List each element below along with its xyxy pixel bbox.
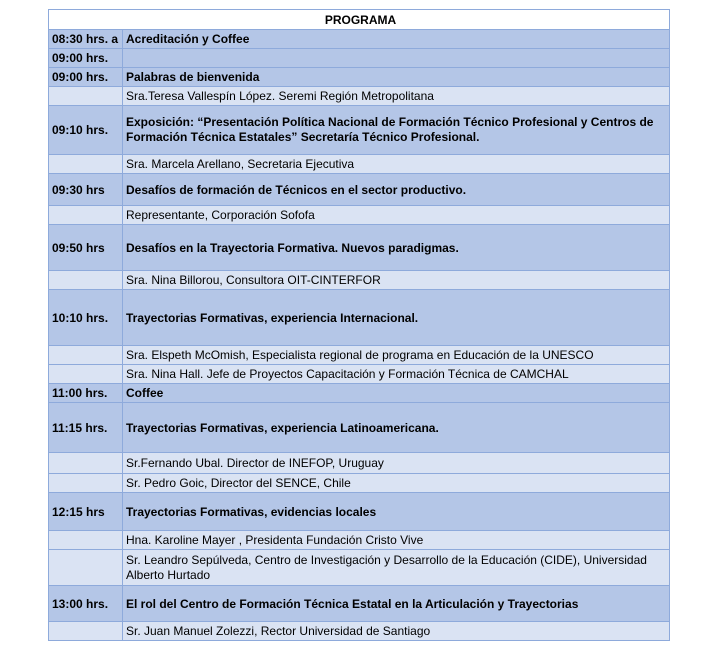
time-cell [49, 271, 123, 290]
table-row [49, 493, 670, 531]
table-row [49, 474, 670, 493]
time-cell: 09:00 hrs. [49, 68, 123, 87]
table-row [49, 453, 670, 474]
time-cell: 09:10 hrs. [49, 106, 123, 155]
speaker-cell: Sr. Pedro Goic, Director del SENCE, Chile [123, 474, 670, 493]
time-cell [49, 365, 123, 384]
activity-cell: Palabras de bienvenida [123, 68, 670, 87]
time-cell [49, 474, 123, 493]
time-cell: 11:00 hrs. [49, 384, 123, 403]
table-row [49, 346, 670, 365]
table-row [49, 586, 670, 622]
time-cell [49, 550, 123, 586]
time-cell: 12:15 hrs [49, 493, 123, 531]
table-row [49, 290, 670, 346]
table-row [49, 49, 670, 68]
table-row [49, 106, 670, 155]
time-cell: 09:30 hrs [49, 174, 123, 206]
time-cell [49, 206, 123, 225]
table-row [49, 531, 670, 550]
activity-cell: Trayectorias Formativas, experiencia Latinoamericana. [123, 403, 670, 453]
activity-cell: El rol del Centro de Formación Técnica Estatal en la Articulación y Trayectorias [123, 586, 670, 622]
time-cell: 10:10 hrs. [49, 290, 123, 346]
time-cell: 13:00 hrs. [49, 586, 123, 622]
table-row [49, 206, 670, 225]
table-row [49, 174, 670, 206]
table-row [49, 622, 670, 641]
speaker-cell: Hna. Karoline Mayer , Presidenta Fundación Cristo Vive [123, 531, 670, 550]
table-row [49, 384, 670, 403]
time-cell: 11:15 hrs. [49, 403, 123, 453]
time-cell [49, 346, 123, 365]
time-cell [49, 622, 123, 641]
programa-table [48, 9, 670, 641]
speaker-cell: Sr.Fernando Ubal. Director de INEFOP, Uruguay [123, 453, 670, 474]
table-row [49, 271, 670, 290]
time-cell [49, 155, 123, 174]
table-row [49, 30, 670, 49]
table-row [49, 155, 670, 174]
speaker-cell: Sra.Teresa Vallespín López. Seremi Región Metropolitana [123, 87, 670, 106]
table-title: PROGRAMA [49, 10, 670, 30]
speaker-cell: Sra. Marcela Arellano, Secretaria Ejecutiva [123, 155, 670, 174]
time-cell [49, 87, 123, 106]
activity-cell: Desafíos en la Trayectoria Formativa. Nuevos paradigmas. [123, 225, 670, 271]
activity-cell [123, 49, 670, 68]
activity-cell: Coffee [123, 384, 670, 403]
speaker-cell: Representante, Corporación Sofofa [123, 206, 670, 225]
time-cell: 09:50 hrs [49, 225, 123, 271]
speaker-cell: Sra. Nina Hall. Jefe de Proyectos Capacitación y Formación Técnica de CAMCHAL [123, 365, 670, 384]
time-cell: 09:00 hrs. [49, 49, 123, 68]
table-row [49, 550, 670, 586]
table-row [49, 365, 670, 384]
time-cell [49, 531, 123, 550]
activity-cell: Desafíos de formación de Técnicos en el sector productivo. [123, 174, 670, 206]
table-row [49, 225, 670, 271]
activity-cell: Trayectorias Formativas, experiencia Internacional. [123, 290, 670, 346]
activity-cell: Trayectorias Formativas, evidencias locales [123, 493, 670, 531]
activity-cell: Acreditación y Coffee [123, 30, 670, 49]
speaker-cell: Sra. Nina Billorou, Consultora OIT-CINTERFOR [123, 271, 670, 290]
table-header-row [49, 10, 670, 30]
time-cell: 08:30 hrs. a [49, 30, 123, 49]
table-row [49, 87, 670, 106]
activity-cell: Exposición: “Presentación Política Nacional de Formación Técnico Profesional y Centros de Formación Técnica Estatales” Secretaría Técnico Profesional. [123, 106, 670, 155]
time-cell [49, 453, 123, 474]
table-row [49, 68, 670, 87]
speaker-cell: Sr. Juan Manuel Zolezzi, Rector Universidad de Santiago [123, 622, 670, 641]
speaker-cell: Sra. Elspeth McOmish, Especialista regional de programa en Educación de la UNESCO [123, 346, 670, 365]
speaker-cell: Sr. Leandro Sepúlveda, Centro de Investigación y Desarrollo de la Educación (CIDE), Universidad Alberto Hurtado [123, 550, 670, 586]
table-row [49, 403, 670, 453]
